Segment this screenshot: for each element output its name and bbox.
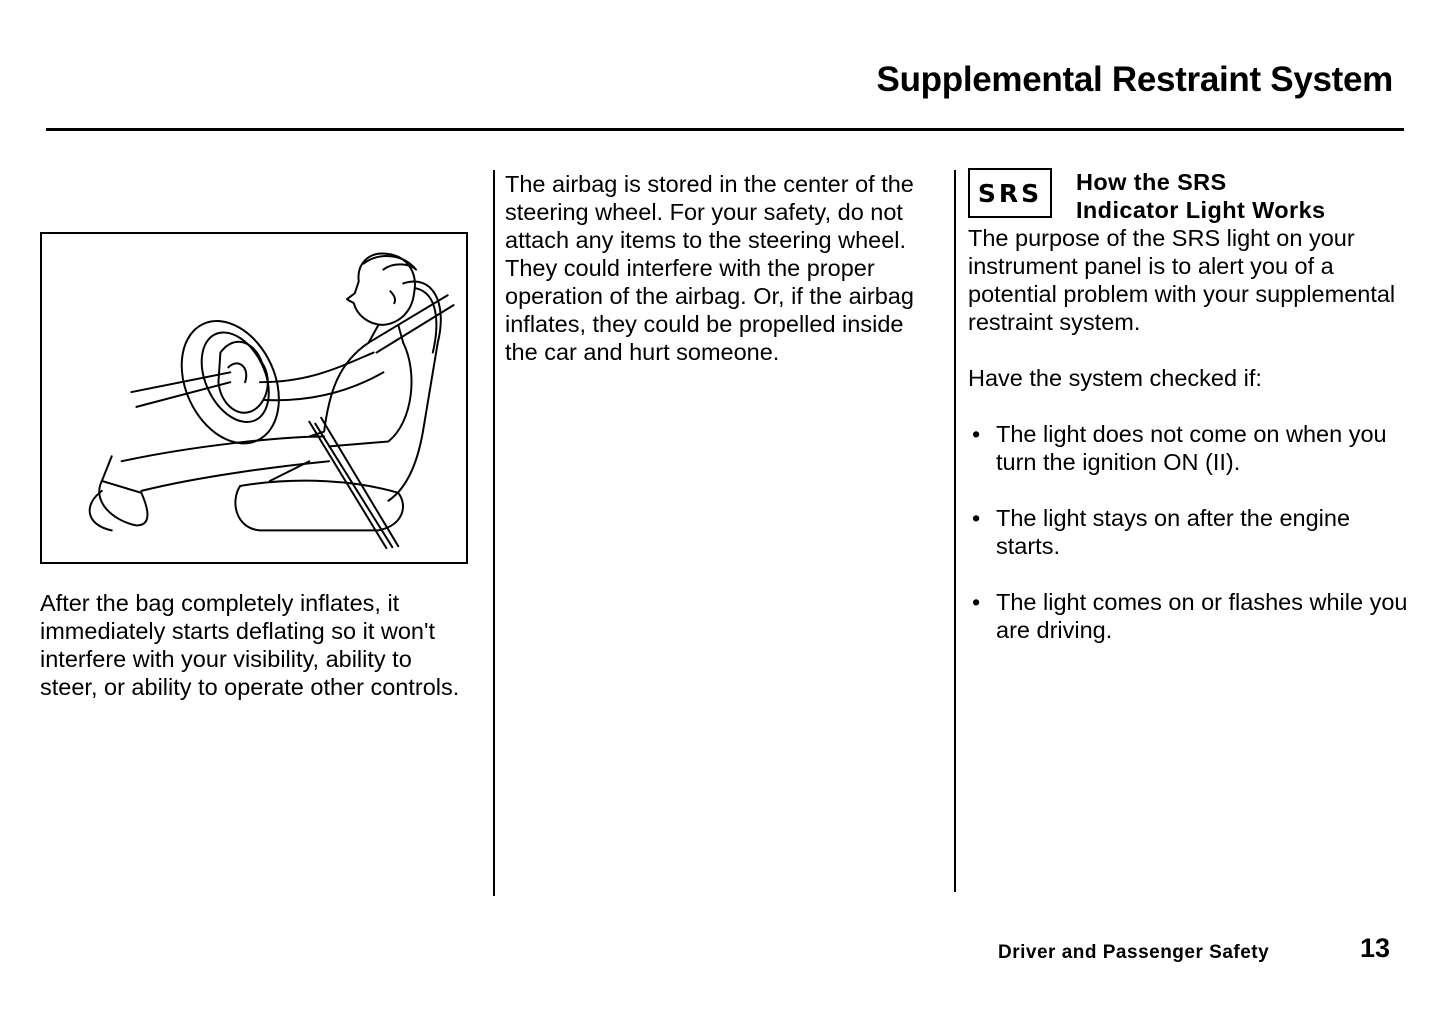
srs-light-purpose-paragraph: The purpose of the SRS light on your instrument panel is to alert you of a potential problem with your supplemental restraint system. <box>968 225 1396 335</box>
srs-indicator-icon: SRS <box>968 168 1052 218</box>
inflation-paragraph: After the bag completely inflates, it immediately starts deflating so it won't interfere with your visibility, ability to steer, or ability to operate other controls. <box>40 590 460 700</box>
column-divider-left <box>493 170 495 896</box>
section-heading-line2: Indicator Light Works <box>1076 197 1326 223</box>
page-number: 13 <box>1360 933 1391 963</box>
section-heading <box>1076 168 1416 224</box>
list-item: • The light does not come on when you turn the ignition ON (II). <box>972 421 1387 475</box>
airbag-storage-paragraph: The airbag is stored in the center of the steering wheel. For your safety, do not attach any items to the steering wheel. They could interfere with the proper operation of the airbag. Or, if the airbag inflates, they could be propelled inside the car and hurt someone. <box>505 171 914 365</box>
bullet-icon: • <box>972 505 981 531</box>
driver-illustration <box>40 232 468 564</box>
check-conditions-list <box>972 420 1412 672</box>
title-rule <box>46 128 1404 131</box>
bullet-icon: • <box>972 421 981 447</box>
column-divider-right <box>954 170 956 892</box>
section-heading-line1: How the SRS <box>1076 169 1227 195</box>
footer-section-label: Driver and Passenger Safety <box>998 942 1270 963</box>
bullet-icon: • <box>972 589 981 615</box>
page-title: Supplemental Restraint System <box>876 60 1393 99</box>
list-item: • The light stays on after the engine starts. <box>972 505 1351 559</box>
check-lead-text: Have the system checked if: <box>968 365 1262 391</box>
driver-seated-icon <box>42 234 466 562</box>
list-item: • The light comes on or flashes while you are driving. <box>972 589 1408 643</box>
